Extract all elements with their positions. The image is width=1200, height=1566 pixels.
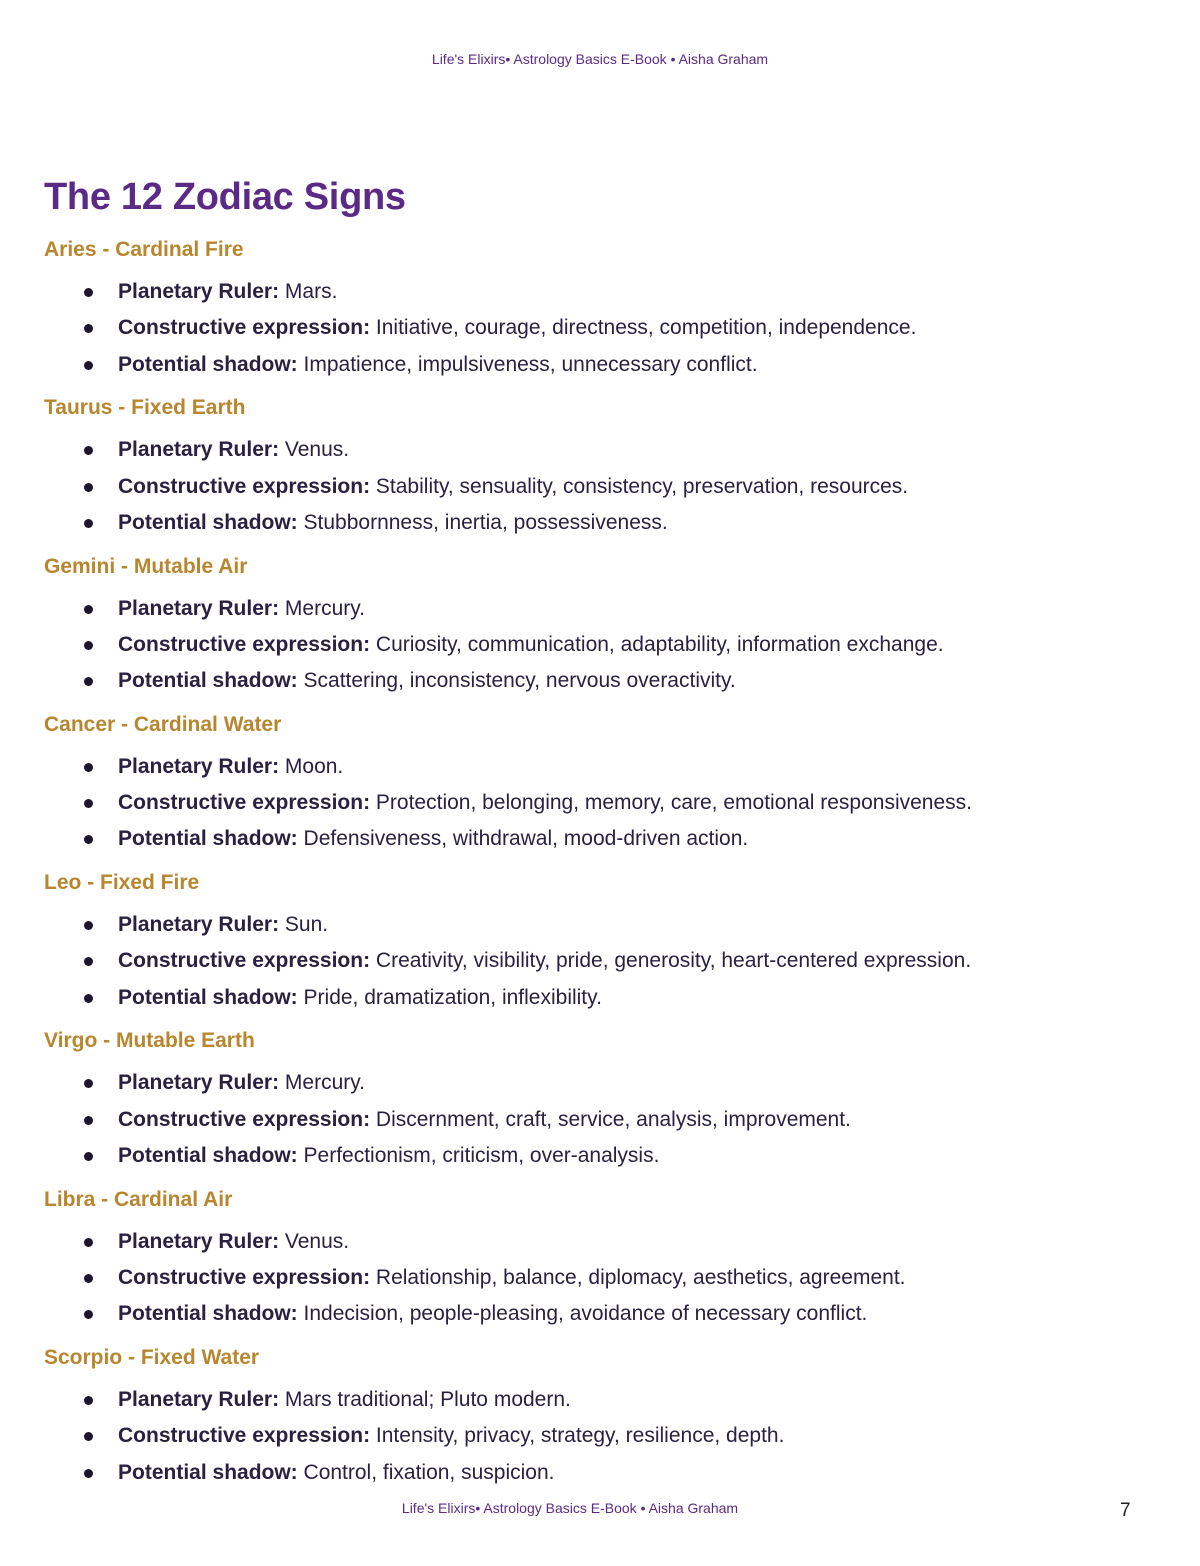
trait-text: Control, fixation, suspicion.	[297, 1460, 555, 1484]
trait-text: Intensity, privacy, strategy, resilience, depth.	[370, 1424, 785, 1448]
bullet-icon	[84, 605, 93, 614]
trait-text: Moon.	[279, 754, 344, 778]
trait-list	[44, 274, 1164, 383]
trait-potential-shadow	[44, 821, 1164, 857]
bullet-icon	[84, 1079, 93, 1088]
sign-section-scorpio	[44, 1341, 1164, 1499]
trait-list	[44, 1065, 1164, 1174]
trait-list	[44, 1382, 1164, 1491]
bullet-icon	[84, 1152, 93, 1161]
bullet-icon	[84, 921, 93, 930]
trait-label: Constructive expression:	[118, 632, 371, 656]
trait-label: Constructive expression:	[118, 316, 371, 340]
trait-label: Constructive expression:	[118, 1107, 371, 1131]
bullet-icon	[84, 1238, 93, 1247]
sign-section-cancer	[44, 708, 1164, 866]
trait-text: Protection, belonging, memory, care, emotional responsiveness.	[370, 791, 972, 815]
sign-heading: Leo - Fixed Fire	[44, 871, 200, 895]
sign-section-libra	[44, 1183, 1164, 1341]
trait-list	[44, 432, 1164, 541]
trait-label: Potential shadow:	[118, 510, 298, 534]
bullet-icon	[84, 1469, 93, 1478]
trait-list	[44, 591, 1164, 700]
trait-list	[44, 1224, 1164, 1333]
trait-label: Potential shadow:	[118, 1460, 298, 1484]
trait-text: Stability, sensuality, consistency, preservation, resources.	[370, 474, 909, 498]
trait-constructive-expression	[44, 1102, 1164, 1138]
trait-text: Stubbornness, inertia, possessiveness.	[297, 510, 668, 534]
bullet-icon	[84, 677, 93, 686]
trait-text: Venus.	[279, 438, 350, 462]
sign-heading: Virgo - Mutable Earth	[44, 1029, 255, 1053]
trait-label: Constructive expression:	[118, 791, 371, 815]
trait-constructive-expression	[44, 310, 1164, 346]
trait-label: Planetary Ruler:	[118, 1388, 280, 1412]
trait-label: Potential shadow:	[118, 352, 298, 376]
trait-label: Planetary Ruler:	[118, 1229, 280, 1253]
trait-potential-shadow	[44, 1138, 1164, 1174]
trait-label: Planetary Ruler:	[118, 754, 280, 778]
trait-potential-shadow	[44, 347, 1164, 383]
trait-text: Perfectionism, criticism, over-analysis.	[297, 1144, 660, 1168]
bullet-icon	[84, 763, 93, 772]
sign-section-taurus	[44, 391, 1164, 549]
bullet-icon	[84, 1396, 93, 1405]
trait-list	[44, 749, 1164, 858]
bullet-icon	[84, 957, 93, 966]
trait-potential-shadow	[44, 1296, 1164, 1332]
trait-text: Discernment, craft, service, analysis, improvement.	[370, 1107, 851, 1131]
trait-potential-shadow	[44, 980, 1164, 1016]
trait-constructive-expression	[44, 627, 1164, 663]
trait-label: Planetary Ruler:	[118, 438, 280, 462]
sign-section-virgo	[44, 1024, 1164, 1182]
trait-planetary-ruler	[44, 432, 1164, 468]
bullet-icon	[84, 361, 93, 370]
trait-text: Curiosity, communication, adaptability, information exchange.	[370, 632, 944, 656]
running-header: Life's Elixirs• Astrology Basics E-Book • Aisha Graham	[431, 51, 769, 67]
trait-text: Indecision, people-pleasing, avoidance of necessary conflict.	[297, 1302, 868, 1326]
trait-label: Constructive expression:	[118, 1424, 371, 1448]
sign-section-gemini	[44, 550, 1164, 708]
bullet-icon	[84, 446, 93, 455]
trait-text: Venus.	[279, 1229, 350, 1253]
bullet-icon	[84, 324, 93, 333]
trait-planetary-ruler	[44, 749, 1164, 785]
trait-label: Planetary Ruler:	[118, 1071, 280, 1095]
trait-label: Potential shadow:	[118, 1302, 298, 1326]
trait-constructive-expression	[44, 785, 1164, 821]
running-footer: Life's Elixirs• Astrology Basics E-Book • Aisha Graham	[401, 1500, 739, 1516]
bullet-icon	[84, 641, 93, 650]
trait-text: Mars traditional; Pluto modern.	[279, 1388, 571, 1412]
trait-text: Defensiveness, withdrawal, mood-driven action.	[297, 827, 749, 851]
trait-potential-shadow	[44, 663, 1164, 699]
zodiac-sign-list	[44, 233, 1164, 1499]
trait-text: Initiative, courage, directness, competition, independence.	[370, 316, 917, 340]
bullet-icon	[84, 799, 93, 808]
sign-heading: Cancer - Cardinal Water	[44, 712, 282, 736]
trait-text: Sun.	[279, 913, 329, 937]
trait-label: Potential shadow:	[118, 1144, 298, 1168]
sign-section-leo	[44, 866, 1164, 1024]
bullet-icon	[84, 1432, 93, 1441]
trait-text: Impatience, impulsiveness, unnecessary conflict.	[297, 352, 758, 376]
trait-text: Scattering, inconsistency, nervous overactivity.	[297, 669, 736, 693]
trait-label: Constructive expression:	[118, 949, 371, 973]
bullet-icon	[84, 483, 93, 492]
sign-heading: Scorpio - Fixed Water	[44, 1346, 260, 1370]
bullet-icon	[84, 1310, 93, 1319]
trait-label: Potential shadow:	[118, 985, 298, 1009]
trait-label: Planetary Ruler:	[118, 913, 280, 937]
trait-text: Pride, dramatization, inflexibility.	[297, 985, 602, 1009]
trait-label: Constructive expression:	[118, 474, 371, 498]
sign-heading: Libra - Cardinal Air	[44, 1187, 233, 1211]
trait-planetary-ruler	[44, 907, 1164, 943]
trait-label: Potential shadow:	[118, 669, 298, 693]
trait-potential-shadow	[44, 1455, 1164, 1491]
trait-label: Potential shadow:	[118, 827, 298, 851]
trait-potential-shadow	[44, 505, 1164, 541]
bullet-icon	[84, 1274, 93, 1283]
trait-constructive-expression	[44, 1418, 1164, 1454]
sign-section-aries	[44, 233, 1164, 391]
trait-label: Planetary Ruler:	[118, 280, 280, 303]
trait-text: Mercury.	[279, 596, 366, 620]
trait-planetary-ruler	[44, 1224, 1164, 1260]
bullet-icon	[84, 835, 93, 844]
bullet-icon	[84, 519, 93, 528]
page-number: 7	[1120, 1500, 1131, 1521]
trait-planetary-ruler	[44, 1065, 1164, 1101]
sign-heading: Taurus - Fixed Earth	[44, 396, 246, 420]
trait-text: Relationship, balance, diplomacy, aesthetics, agreement.	[370, 1266, 906, 1290]
trait-label: Planetary Ruler:	[118, 596, 280, 620]
trait-constructive-expression	[44, 943, 1164, 979]
trait-text: Mars.	[279, 280, 338, 303]
trait-label: Constructive expression:	[118, 1266, 371, 1290]
sign-heading: Gemini - Mutable Air	[44, 554, 248, 578]
bullet-icon	[84, 1116, 93, 1125]
trait-planetary-ruler	[44, 591, 1164, 627]
trait-planetary-ruler	[44, 1382, 1164, 1418]
bullet-icon	[84, 288, 93, 297]
trait-planetary-ruler	[44, 274, 1164, 310]
trait-list	[44, 907, 1164, 1016]
trait-constructive-expression	[44, 1260, 1164, 1296]
bullet-icon	[84, 994, 93, 1003]
trait-text: Mercury.	[279, 1071, 366, 1095]
sign-heading: Aries - Cardinal Fire	[44, 238, 244, 261]
trait-text: Creativity, visibility, pride, generosity, heart-centered expression.	[370, 949, 972, 973]
page-title: The 12 Zodiac Signs	[44, 176, 406, 218]
trait-constructive-expression	[44, 469, 1164, 505]
